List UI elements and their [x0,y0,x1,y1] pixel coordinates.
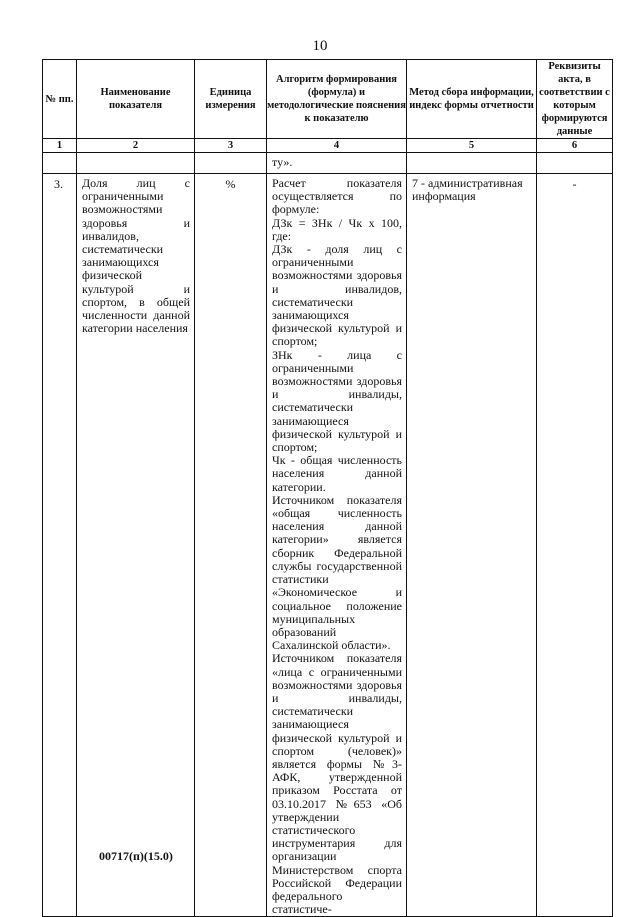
header-indicator-name: Наименование показателя [77,60,195,139]
algorithm-paragraph: ЗНк - лица с ограниченными возможностями здоровья и инвалиды, систематически занимающиеся физической культурой и спортом; [272,347,402,455]
column-number: 5 [407,139,537,153]
column-number: 3 [195,139,267,153]
header-number: № пп. [43,60,77,139]
collection-method: 7 - административная информация [412,176,523,204]
algorithm-text [267,174,406,916]
algorithm-paragraph: Источником показателя «лица с ограниченными возможностями здоровья и инвалиды, систематически занимающиеся физической культурой и спортом (человек)» является формы №3-АФК, утвержденной приказом Росстата от 03.10.2017 №653 «Об утверждении статистического инструментария для организации Министерством спорта Российской Федерации федерального статистиче- [272,651,402,917]
header-collection-method: Метод сбора информации, индекс формы отчетности [407,60,537,139]
act-requisites: - [572,177,577,191]
column-number: 6 [537,139,613,153]
header-algorithm: Алгоритм формирования (формула) и методологические пояснения к показателю [267,60,407,139]
algorithm-paragraph: Расчет показателя осуществляется по формуле: [272,176,402,217]
header-unit: Единица измерения [195,60,267,139]
header-act-requisites: Реквизиты акта, в соответствии с которым формируются данные [537,60,613,139]
algorithm-paragraph: Чк - общая численность населения данной категории. [272,453,402,494]
table-header-row [43,60,613,139]
column-number-row [43,139,613,153]
continuation-row [43,153,613,174]
row-number: 3. [54,177,63,191]
column-number: 1 [43,139,77,153]
page-number: 10 [312,38,328,54]
algorithm-paragraph: ДЗк - доля лиц с ограниченными возможностями здоровья и инвалидов, систематически занимающихся физической культурой и спортом; [272,242,402,349]
algorithm-paragraph: Источником показателя «общая численность населения данной категории» является сборник Федеральной службы государственной статистики «Экономическое и социальное положение муниципальных образований Сахалинской области». [272,492,402,653]
indicator-table [42,59,613,917]
column-number: 2 [77,139,195,153]
continuation-text: ту». [272,155,293,169]
column-number: 4 [267,139,407,153]
document-code: 00717(п)(15.0) [99,849,173,863]
table-row [43,174,613,917]
indicator-name: Доля лиц с ограниченными возможностями здоровья и инвалидов, систематически занимающихся физической культурой и спортом, в общей численности данной категории населения [82,176,190,336]
formula-line: ДЗк = ЗНк / Чк x 100, где: [272,215,402,243]
unit-value: % [225,177,236,191]
